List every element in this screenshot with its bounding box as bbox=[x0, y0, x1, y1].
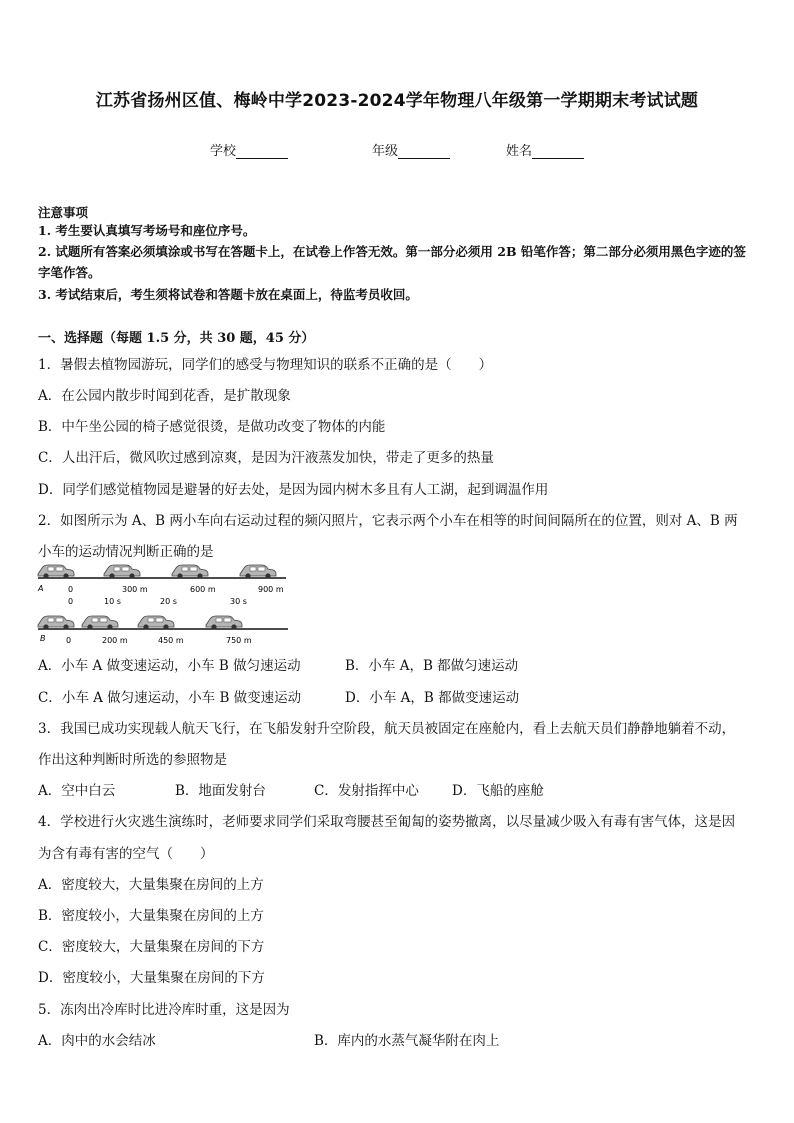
car-b-2 bbox=[82, 616, 118, 630]
car-a-time-1: 10 s bbox=[104, 597, 121, 606]
q4-option-a: A．密度较大，大量集聚在房间的上方 bbox=[38, 877, 264, 893]
car-b-label: B bbox=[40, 634, 46, 643]
q4-option-c: C．密度较大，大量集聚在房间的下方 bbox=[38, 939, 265, 955]
q2-option-a: A．小车 A 做变速运动，小车 B 做匀速运动 bbox=[38, 658, 301, 674]
q1-option-d: D．同学们感觉植物园是避暑的好去处，是因为园内树木多且有人工湖，起到调温作用 bbox=[38, 482, 549, 498]
name-blank bbox=[532, 144, 584, 159]
q2-option-b: B．小车 A，B 都做匀速运动 bbox=[345, 658, 519, 674]
q1-stem: 1．暑假去植物园游玩，同学们的感受与物理知识的联系不正确的是（ ） bbox=[38, 357, 493, 373]
school-blank bbox=[236, 144, 288, 159]
car-b-pos-2: 450 m bbox=[158, 636, 184, 645]
note-item-1: 1. 考生要认真填写考场号和座位序号。 bbox=[38, 223, 256, 238]
q2-stem-line2: 小车的运动情况判断正确的是 bbox=[38, 544, 214, 560]
section-title: 一、选择题（每题 1.5 分，共 30 题，45 分） bbox=[38, 331, 315, 346]
q5-option-a: A．肉中的水会结冰 bbox=[38, 1033, 156, 1049]
car-a-1 bbox=[38, 565, 74, 579]
name-field bbox=[506, 140, 584, 159]
q1-option-c: C．人出汗后，微风吹过感到凉爽，是因为汗液蒸发加快，带走了更多的热量 bbox=[38, 450, 494, 466]
car-a-3 bbox=[172, 565, 208, 579]
q2-option-c: C．小车 A 做匀速运动，小车 B 做变速运动 bbox=[38, 690, 302, 706]
car-a-time-2: 20 s bbox=[160, 597, 177, 606]
q3-option-a: A．空中白云 bbox=[38, 783, 116, 799]
school-field bbox=[210, 140, 288, 159]
car-a-pos-3: 900 m bbox=[258, 585, 284, 594]
q1-option-a: A．在公园内散步时闻到花香，是扩散现象 bbox=[38, 388, 291, 404]
car-a-2 bbox=[104, 565, 140, 579]
q3-option-c: C．发射指挥中心 bbox=[314, 783, 419, 799]
car-b-3 bbox=[138, 616, 174, 630]
car-a-time-0: 0 bbox=[68, 597, 74, 606]
notes-heading: 注意事项 bbox=[38, 205, 89, 220]
note-item-3: 3. 考试结束后，考生须将试卷和答题卡放在桌面上，待监考员收回。 bbox=[38, 287, 418, 302]
q2-figure bbox=[36, 562, 296, 648]
q2-option-d: D．小车 A，B 都做变速运动 bbox=[345, 690, 520, 706]
car-a-pos-1: 300 m bbox=[122, 585, 148, 594]
q4-option-d: D．密度较小，大量集聚在房间的下方 bbox=[38, 970, 265, 986]
car-b-pos-1: 200 m bbox=[102, 636, 128, 645]
car-a-pos-2: 600 m bbox=[190, 585, 216, 594]
car-b-pos-3: 750 m bbox=[226, 636, 252, 645]
q3-stem-line1: 3．我国已成功实现载人航天飞行，在飞船发射升空阶段，航天员被固定在座舱内，看上去航天员们静静地躺着不动， bbox=[38, 721, 736, 737]
grade-label: 年级 bbox=[372, 144, 399, 159]
car-b-4 bbox=[206, 616, 242, 630]
q3-option-d: D．飞船的座舱 bbox=[452, 783, 544, 799]
name-label: 姓名 bbox=[506, 144, 533, 159]
q4-option-b: B．密度较小，大量集聚在房间的上方 bbox=[38, 908, 264, 924]
exam-title: 江苏省扬州区值、梅岭中学2023-2024学年物理八年级第一学期期末考试试题 bbox=[95, 91, 699, 111]
car-b-pos-0: 0 bbox=[66, 636, 72, 645]
school-label: 学校 bbox=[210, 144, 237, 159]
grade-blank bbox=[398, 144, 450, 159]
grade-field bbox=[372, 140, 450, 159]
q5-option-b: B．库内的水蒸气凝华附在肉上 bbox=[314, 1033, 500, 1049]
q1-option-b: B．中午坐公园的椅子感觉很烫，是做功改变了物体的内能 bbox=[38, 419, 386, 435]
car-a-label: A bbox=[38, 584, 44, 593]
note-item-2: 2. 试题所有答案必须填涂或书写在答题卡上，在试卷上作答无效。第一部分必须用 2B 铅笔作答；第二部分必须用黑色字迹的签字笔作答。 bbox=[38, 244, 746, 280]
q4-stem-line1: 4．学校进行火灾逃生演练时，老师要求同学们采取弯腰甚至匍匐的姿势撤离，以尽量减少吸入有毒有害气体，这是因 bbox=[38, 814, 736, 830]
q5-stem: 5．冻肉出冷库时比进冷库时重，这是因为 bbox=[38, 1002, 290, 1018]
car-a-4 bbox=[240, 565, 276, 579]
q3-option-b: B．地面发射台 bbox=[175, 783, 266, 799]
car-a-time-3: 30 s bbox=[230, 597, 247, 606]
car-a-pos-0: 0 bbox=[68, 585, 74, 594]
q3-stem-line2: 作出这种判断时所选的参照物是 bbox=[38, 752, 227, 768]
car-b-1 bbox=[38, 616, 74, 630]
q2-stem-line1: 2．如图所示为 A、B 两小车向右运动过程的频闪照片，它表示两个小车在相等的时间间隔所在的位置，则对 A、B 两 bbox=[38, 513, 738, 529]
q4-stem-line2: 为含有毒有害的空气（ ） bbox=[38, 846, 214, 862]
